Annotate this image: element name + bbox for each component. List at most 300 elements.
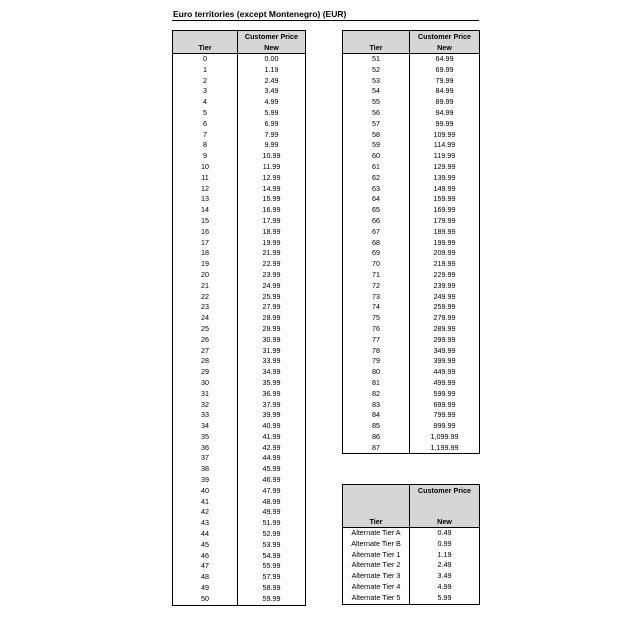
tier-cell: 37 bbox=[173, 453, 238, 464]
table-row bbox=[343, 324, 480, 335]
price-cell: 16.99 bbox=[238, 205, 306, 216]
price-cell: 27.99 bbox=[238, 302, 306, 313]
price-cell: 15.99 bbox=[238, 194, 306, 205]
tier-cell: 12 bbox=[173, 184, 238, 195]
table-row bbox=[343, 346, 480, 357]
price-cell: 36.99 bbox=[238, 389, 306, 400]
price-cell: 28.99 bbox=[238, 313, 306, 324]
tier-cell: 87 bbox=[343, 443, 410, 454]
price-cell: 149.99 bbox=[410, 184, 480, 195]
tier-cell: 13 bbox=[173, 194, 238, 205]
table-row bbox=[173, 367, 306, 378]
table-row bbox=[173, 335, 306, 346]
tier-header: Tier bbox=[343, 516, 410, 528]
tier-cell: 51 bbox=[343, 54, 410, 65]
tier-cell: 4 bbox=[173, 97, 238, 108]
table-row bbox=[173, 594, 306, 605]
price-cell: 199.99 bbox=[410, 238, 480, 249]
price-cell: 47.99 bbox=[238, 486, 306, 497]
tier-cell: 56 bbox=[343, 108, 410, 119]
tier-cell: 72 bbox=[343, 281, 410, 292]
price-cell: 1.19 bbox=[238, 65, 306, 76]
header-spacer bbox=[343, 496, 410, 516]
table-row bbox=[173, 86, 306, 97]
tier-cell: 73 bbox=[343, 292, 410, 303]
table-row bbox=[173, 162, 306, 173]
table-row bbox=[343, 238, 480, 249]
tier-cell: 43 bbox=[173, 518, 238, 529]
tier-cell: 29 bbox=[173, 367, 238, 378]
price-cell: 5.99 bbox=[410, 593, 480, 604]
price-cell: 3.49 bbox=[410, 571, 480, 582]
table-row bbox=[173, 486, 306, 497]
price-cell: 1,099.99 bbox=[410, 432, 480, 443]
tier-cell: 45 bbox=[173, 540, 238, 551]
tier-cell: 81 bbox=[343, 378, 410, 389]
table-row bbox=[343, 270, 480, 281]
table-body bbox=[343, 54, 480, 454]
table-row bbox=[173, 227, 306, 238]
tier-cell: 16 bbox=[173, 227, 238, 238]
table-row bbox=[173, 346, 306, 357]
price-cell: 499.99 bbox=[410, 378, 480, 389]
table-row bbox=[173, 130, 306, 141]
price-cell: 48.99 bbox=[238, 497, 306, 508]
price-cell: 54.99 bbox=[238, 551, 306, 562]
tier-cell: Alternate Tier 4 bbox=[343, 582, 410, 593]
table-row bbox=[343, 356, 480, 367]
tier-cell: 38 bbox=[173, 464, 238, 475]
price-cell: 11.99 bbox=[238, 162, 306, 173]
price-cell: 399.99 bbox=[410, 356, 480, 367]
table-row bbox=[343, 539, 480, 550]
price-cell: 299.99 bbox=[410, 335, 480, 346]
table-row bbox=[343, 582, 480, 593]
tier-cell: Alternate Tier 1 bbox=[343, 550, 410, 561]
price-cell: 119.99 bbox=[410, 151, 480, 162]
tier-cell: 54 bbox=[343, 86, 410, 97]
table-row bbox=[343, 97, 480, 108]
table-row bbox=[343, 302, 480, 313]
table-row bbox=[173, 324, 306, 335]
table-row bbox=[343, 389, 480, 400]
table-row bbox=[343, 281, 480, 292]
table-row bbox=[173, 518, 306, 529]
tier-cell: 52 bbox=[343, 65, 410, 76]
price-cell: 229.99 bbox=[410, 270, 480, 281]
tier-cell: Alternate Tier 5 bbox=[343, 593, 410, 604]
price-table-tiers-0-50 bbox=[172, 30, 306, 606]
tier-cell: 84 bbox=[343, 410, 410, 421]
price-cell: 52.99 bbox=[238, 529, 306, 540]
table-row bbox=[343, 259, 480, 270]
table-row bbox=[343, 432, 480, 443]
table-row bbox=[173, 173, 306, 184]
table-row bbox=[173, 497, 306, 508]
price-cell: 41.99 bbox=[238, 432, 306, 443]
tier-cell: 36 bbox=[173, 443, 238, 454]
table-row bbox=[343, 130, 480, 141]
tier-cell: 58 bbox=[343, 130, 410, 141]
price-header-line2: New bbox=[238, 42, 306, 54]
tier-cell: 5 bbox=[173, 108, 238, 119]
table-row bbox=[173, 475, 306, 486]
price-cell: 349.99 bbox=[410, 346, 480, 357]
tier-cell: 33 bbox=[173, 410, 238, 421]
price-cell: 23.99 bbox=[238, 270, 306, 281]
table-row bbox=[173, 378, 306, 389]
table-row bbox=[343, 162, 480, 173]
tier-cell: 57 bbox=[343, 119, 410, 130]
tier-cell: 30 bbox=[173, 378, 238, 389]
table-row bbox=[173, 65, 306, 76]
price-cell: 57.99 bbox=[238, 572, 306, 583]
tier-cell: 22 bbox=[173, 292, 238, 303]
table-row bbox=[343, 571, 480, 582]
table-row bbox=[173, 400, 306, 411]
price-cell: 2.49 bbox=[238, 76, 306, 87]
table-row bbox=[343, 378, 480, 389]
table-row bbox=[343, 140, 480, 151]
tier-cell: 62 bbox=[343, 173, 410, 184]
price-cell: 22.99 bbox=[238, 259, 306, 270]
table-row bbox=[173, 54, 306, 65]
tier-cell: 0 bbox=[173, 54, 238, 65]
tier-cell: Alternate Tier A bbox=[343, 528, 410, 539]
price-cell: 1.19 bbox=[410, 550, 480, 561]
tier-cell: 27 bbox=[173, 346, 238, 357]
price-cell: 6.99 bbox=[238, 119, 306, 130]
price-cell: 14.99 bbox=[238, 184, 306, 195]
price-header-line2: New bbox=[410, 42, 480, 54]
table-body bbox=[173, 54, 306, 606]
tier-cell: 31 bbox=[173, 389, 238, 400]
table-row bbox=[173, 313, 306, 324]
table-row bbox=[173, 302, 306, 313]
price-cell: 99.99 bbox=[410, 119, 480, 130]
price-cell: 37.99 bbox=[238, 400, 306, 411]
table-row bbox=[173, 76, 306, 87]
price-cell: 999.99 bbox=[410, 421, 480, 432]
price-cell: 40.99 bbox=[238, 421, 306, 432]
tier-cell: 75 bbox=[343, 313, 410, 324]
tier-cell: 85 bbox=[343, 421, 410, 432]
price-header-line2: New bbox=[410, 516, 480, 528]
table-row bbox=[173, 216, 306, 227]
price-cell: 10.99 bbox=[238, 151, 306, 162]
tier-cell: 41 bbox=[173, 497, 238, 508]
price-cell: 1,199.99 bbox=[410, 443, 480, 454]
tier-cell: 6 bbox=[173, 119, 238, 130]
tier-cell: 77 bbox=[343, 335, 410, 346]
header-spacer bbox=[410, 496, 480, 516]
tier-cell: 24 bbox=[173, 313, 238, 324]
price-cell: 64.99 bbox=[410, 54, 480, 65]
price-cell: 114.99 bbox=[410, 140, 480, 151]
price-cell: 51.99 bbox=[238, 518, 306, 529]
page-title: Euro territories (except Montenegro) (EUR) bbox=[173, 9, 347, 19]
price-cell: 35.99 bbox=[238, 378, 306, 389]
table-row bbox=[343, 248, 480, 259]
table-row bbox=[343, 216, 480, 227]
table-row bbox=[173, 421, 306, 432]
tier-cell: 69 bbox=[343, 248, 410, 259]
price-cell: 55.99 bbox=[238, 561, 306, 572]
tier-header-blank bbox=[173, 31, 238, 43]
tier-cell: 20 bbox=[173, 270, 238, 281]
table-row bbox=[343, 313, 480, 324]
tier-cell: 25 bbox=[173, 324, 238, 335]
price-cell: 109.99 bbox=[410, 130, 480, 141]
tier-cell: 9 bbox=[173, 151, 238, 162]
price-cell: 139.99 bbox=[410, 173, 480, 184]
price-cell: 53.99 bbox=[238, 540, 306, 551]
tier-cell: 64 bbox=[343, 194, 410, 205]
table-row bbox=[173, 453, 306, 464]
price-table-alternate-tiers bbox=[342, 484, 480, 605]
table-row bbox=[173, 464, 306, 475]
tier-cell: 15 bbox=[173, 216, 238, 227]
price-header-line1: Customer Price bbox=[410, 485, 480, 497]
tier-cell: 8 bbox=[173, 140, 238, 151]
tier-cell: 60 bbox=[343, 151, 410, 162]
price-cell: 58.99 bbox=[238, 583, 306, 594]
tier-cell: Alternate Tier B bbox=[343, 539, 410, 550]
tier-cell: 82 bbox=[343, 389, 410, 400]
table-row bbox=[173, 507, 306, 518]
price-cell: 5.99 bbox=[238, 108, 306, 119]
tier-cell: 42 bbox=[173, 507, 238, 518]
price-cell: 599.99 bbox=[410, 389, 480, 400]
tier-cell: 14 bbox=[173, 205, 238, 216]
table-row bbox=[343, 65, 480, 76]
table-row bbox=[343, 443, 480, 454]
table-row bbox=[173, 432, 306, 443]
price-cell: 4.99 bbox=[238, 97, 306, 108]
price-cell: 7.99 bbox=[238, 130, 306, 141]
tier-cell: 10 bbox=[173, 162, 238, 173]
tier-cell: 53 bbox=[343, 76, 410, 87]
price-cell: 18.99 bbox=[238, 227, 306, 238]
price-cell: 49.99 bbox=[238, 507, 306, 518]
tier-cell: 23 bbox=[173, 302, 238, 313]
table-row bbox=[173, 389, 306, 400]
table-row bbox=[173, 140, 306, 151]
table-row bbox=[173, 583, 306, 594]
price-cell: 129.99 bbox=[410, 162, 480, 173]
price-cell: 34.99 bbox=[238, 367, 306, 378]
table-row bbox=[173, 410, 306, 421]
tier-cell: Alternate Tier 2 bbox=[343, 560, 410, 571]
table-row bbox=[173, 270, 306, 281]
table-row bbox=[173, 292, 306, 303]
tier-cell: 65 bbox=[343, 205, 410, 216]
price-cell: 249.99 bbox=[410, 292, 480, 303]
price-cell: 0.00 bbox=[238, 54, 306, 65]
tier-cell: Alternate Tier 3 bbox=[343, 571, 410, 582]
table-row bbox=[173, 540, 306, 551]
table-row bbox=[343, 367, 480, 378]
title-underline bbox=[172, 20, 479, 21]
tier-cell: 71 bbox=[343, 270, 410, 281]
tier-cell: 63 bbox=[343, 184, 410, 195]
table-row bbox=[173, 238, 306, 249]
price-cell: 42.99 bbox=[238, 443, 306, 454]
tier-cell: 66 bbox=[343, 216, 410, 227]
table-row bbox=[343, 86, 480, 97]
tier-header: Tier bbox=[173, 42, 238, 54]
price-cell: 44.99 bbox=[238, 453, 306, 464]
table-row bbox=[343, 108, 480, 119]
table-row bbox=[173, 194, 306, 205]
table-row bbox=[173, 184, 306, 195]
price-cell: 4.99 bbox=[410, 582, 480, 593]
price-cell: 189.99 bbox=[410, 227, 480, 238]
price-header-line1: Customer Price bbox=[410, 31, 480, 43]
price-cell: 79.99 bbox=[410, 76, 480, 87]
table-row bbox=[343, 205, 480, 216]
price-cell: 259.99 bbox=[410, 302, 480, 313]
tier-cell: 19 bbox=[173, 259, 238, 270]
price-header-line1: Customer Price bbox=[238, 31, 306, 43]
tier-cell: 78 bbox=[343, 346, 410, 357]
table-row bbox=[173, 356, 306, 367]
price-cell: 29.99 bbox=[238, 324, 306, 335]
tier-cell: 39 bbox=[173, 475, 238, 486]
price-cell: 46.99 bbox=[238, 475, 306, 486]
price-cell: 159.99 bbox=[410, 194, 480, 205]
price-cell: 25.99 bbox=[238, 292, 306, 303]
price-cell: 799.99 bbox=[410, 410, 480, 421]
price-cell: 24.99 bbox=[238, 281, 306, 292]
table-row bbox=[343, 400, 480, 411]
table-row bbox=[343, 119, 480, 130]
price-cell: 3.49 bbox=[238, 86, 306, 97]
price-cell: 19.99 bbox=[238, 238, 306, 249]
price-cell: 94.99 bbox=[410, 108, 480, 119]
tier-cell: 26 bbox=[173, 335, 238, 346]
tier-cell: 3 bbox=[173, 86, 238, 97]
table-row bbox=[173, 281, 306, 292]
tier-cell: 34 bbox=[173, 421, 238, 432]
table-row bbox=[173, 572, 306, 583]
table-row bbox=[173, 108, 306, 119]
tier-cell: 61 bbox=[343, 162, 410, 173]
table-row bbox=[343, 335, 480, 346]
price-cell: 289.99 bbox=[410, 324, 480, 335]
tier-header-blank bbox=[343, 485, 410, 497]
price-cell: 239.99 bbox=[410, 281, 480, 292]
price-cell: 12.99 bbox=[238, 173, 306, 184]
price-table-tiers-51-87 bbox=[342, 30, 480, 454]
table-row bbox=[173, 248, 306, 259]
price-cell: 69.99 bbox=[410, 65, 480, 76]
table-row bbox=[343, 54, 480, 65]
tier-cell: 48 bbox=[173, 572, 238, 583]
tier-header-blank bbox=[343, 31, 410, 43]
price-cell: 449.99 bbox=[410, 367, 480, 378]
tier-cell: 86 bbox=[343, 432, 410, 443]
table-row bbox=[173, 97, 306, 108]
table-row bbox=[343, 227, 480, 238]
price-cell: 209.99 bbox=[410, 248, 480, 259]
tier-cell: 47 bbox=[173, 561, 238, 572]
table-row bbox=[173, 151, 306, 162]
price-cell: 30.99 bbox=[238, 335, 306, 346]
tier-cell: 49 bbox=[173, 583, 238, 594]
table-row bbox=[343, 151, 480, 162]
tier-header: Tier bbox=[343, 42, 410, 54]
price-cell: 84.99 bbox=[410, 86, 480, 97]
price-cell: 9.99 bbox=[238, 140, 306, 151]
table-row bbox=[343, 184, 480, 195]
price-cell: 699.99 bbox=[410, 400, 480, 411]
table-row bbox=[173, 119, 306, 130]
table-row bbox=[173, 259, 306, 270]
tier-cell: 17 bbox=[173, 238, 238, 249]
tier-cell: 44 bbox=[173, 529, 238, 540]
price-cell: 0.99 bbox=[410, 539, 480, 550]
table-row bbox=[173, 443, 306, 454]
tier-cell: 18 bbox=[173, 248, 238, 259]
price-cell: 39.99 bbox=[238, 410, 306, 421]
table-row bbox=[173, 529, 306, 540]
tier-cell: 40 bbox=[173, 486, 238, 497]
tier-cell: 68 bbox=[343, 238, 410, 249]
table-body bbox=[343, 528, 480, 605]
table-row bbox=[343, 593, 480, 604]
price-cell: 0.49 bbox=[410, 528, 480, 539]
tier-cell: 67 bbox=[343, 227, 410, 238]
price-cell: 33.99 bbox=[238, 356, 306, 367]
tier-cell: 46 bbox=[173, 551, 238, 562]
table-row bbox=[343, 410, 480, 421]
price-cell: 169.99 bbox=[410, 205, 480, 216]
tier-cell: 28 bbox=[173, 356, 238, 367]
table-row bbox=[343, 560, 480, 571]
price-cell: 59.99 bbox=[238, 594, 306, 605]
table-row bbox=[343, 528, 480, 539]
tier-cell: 55 bbox=[343, 97, 410, 108]
price-cell: 279.99 bbox=[410, 313, 480, 324]
table-row bbox=[173, 561, 306, 572]
tier-cell: 35 bbox=[173, 432, 238, 443]
tier-cell: 21 bbox=[173, 281, 238, 292]
price-cell: 2.49 bbox=[410, 560, 480, 571]
table-row bbox=[343, 194, 480, 205]
tier-cell: 32 bbox=[173, 400, 238, 411]
table-row bbox=[173, 205, 306, 216]
table-row bbox=[343, 550, 480, 561]
price-cell: 21.99 bbox=[238, 248, 306, 259]
tier-cell: 76 bbox=[343, 324, 410, 335]
tier-cell: 70 bbox=[343, 259, 410, 270]
price-cell: 45.99 bbox=[238, 464, 306, 475]
tier-cell: 59 bbox=[343, 140, 410, 151]
tier-cell: 83 bbox=[343, 400, 410, 411]
tier-cell: 2 bbox=[173, 76, 238, 87]
tier-cell: 11 bbox=[173, 173, 238, 184]
price-cell: 17.99 bbox=[238, 216, 306, 227]
price-cell: 89.99 bbox=[410, 97, 480, 108]
tier-cell: 79 bbox=[343, 356, 410, 367]
price-cell: 179.99 bbox=[410, 216, 480, 227]
tier-cell: 1 bbox=[173, 65, 238, 76]
price-cell: 219.99 bbox=[410, 259, 480, 270]
table-row bbox=[343, 292, 480, 303]
price-cell: 31.99 bbox=[238, 346, 306, 357]
tier-cell: 50 bbox=[173, 594, 238, 605]
